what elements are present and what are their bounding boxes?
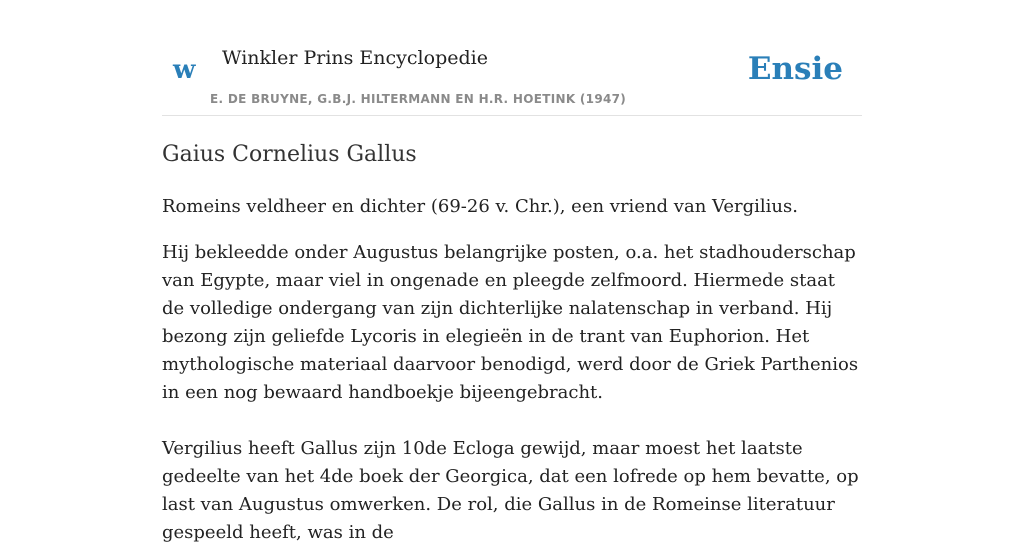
source-title[interactable]: Winkler Prins Encyclopedie — [222, 47, 488, 69]
article-page — [162, 0, 862, 543]
ensie-logo[interactable]: Ensie — [747, 51, 843, 87]
winkler-prins-logo[interactable]: w — [173, 55, 196, 85]
article-paragraph: Vergilius heeft Gallus zijn 10de Ecloga gewijd, maar moest het laatste gedeelte van het 4de boek der Georgica, dat een lofrede op hem bevatte, op last van Augustus omwerken. De rol, die Gallus in de Romeinse literatuur gespeeld heeft, was in de — [162, 438, 859, 543]
article-paragraph: Hij bekleedde onder Augustus belangrijke posten, o.a. het stadhouderschap van Egypte, maar viel in ongenade en pleegde zelfmoord. Hiermede staat de volledige ondergang van zijn dichterlijke nalatenschap in verband. Hij bezong zijn geliefde Lycoris in elegieën in de trant van Euphorion. Het mythologische materiaal daarvoor benodigd, werd door de Griek Parthenios in een nog bewaard handboekje bijeengebracht. — [162, 242, 859, 403]
source-authors: E. DE BRUYNE, G.B.J. HILTERMANN EN H.R. HOETINK (1947) — [210, 92, 627, 106]
article-lead: Romeins veldheer en dichter (69-26 v. Chr.), een vriend van Vergilius. — [162, 196, 798, 217]
source-header — [162, 0, 862, 116]
article-title: Gaius Cornelius Gallus — [162, 142, 417, 167]
